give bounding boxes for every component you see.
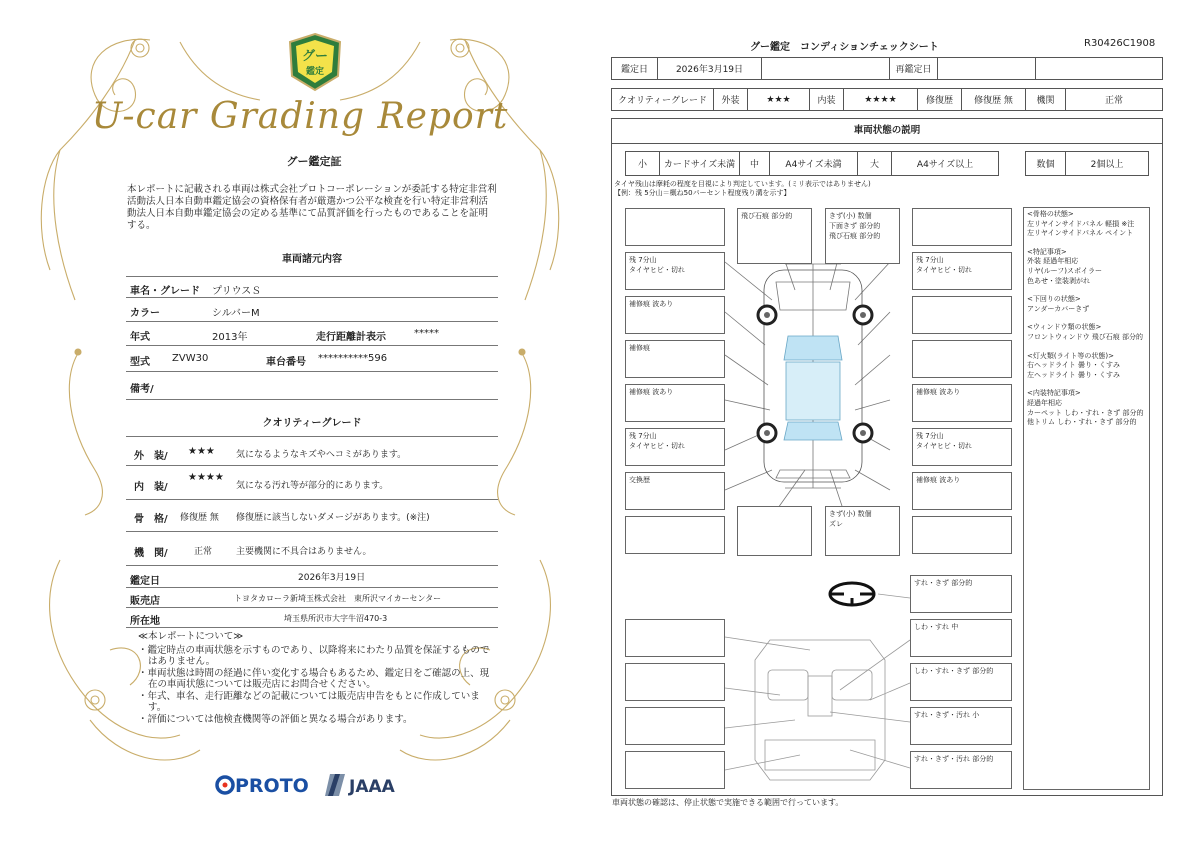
condition-box: 補修痕 波あり bbox=[625, 296, 725, 334]
spec-row-name: 車名・グレード プリウスＳ bbox=[126, 276, 498, 298]
size-legend-table: 小 カードサイズ未満 中 A4サイズ未満 大 A4サイズ以上 bbox=[625, 151, 999, 176]
spec-section-title: 車両諸元内容 bbox=[282, 254, 342, 265]
quality-row-exterior: 外 装/ ★★★ 気になるようなキズやヘコミがあります。 bbox=[126, 436, 498, 466]
quality-row-frame: 骨 格/ 修復歴 無 修復歴に該当しないダメージがあります。(※注) bbox=[126, 500, 498, 532]
condition-box: 残 7分山 タイヤヒビ・切れ bbox=[912, 428, 1012, 466]
condition-box: きず(小) 数個 下面きず 部分的 飛び石痕 部分的 bbox=[825, 208, 900, 264]
condition-box bbox=[912, 208, 1012, 246]
condition-section-title: 車両状態の説明 bbox=[611, 118, 1163, 144]
condition-box: 残 7分山 タイヤヒビ・切れ bbox=[625, 252, 725, 290]
report-script-title: U-car Grading Report bbox=[91, 96, 509, 137]
sheet-interior-stars: ★★★★ bbox=[844, 89, 918, 111]
proto-logo-icon bbox=[217, 775, 309, 797]
spec-row-model: 型式 ZVW30 車台番号 **********596 bbox=[126, 346, 498, 372]
spec-row-color: カラー シルバーM bbox=[126, 298, 498, 322]
sheet-footnote: 車両状態の確認は、停止状態で実施できる範囲で行っています。 bbox=[612, 798, 844, 807]
interior-box bbox=[625, 663, 725, 701]
dealer-address: 埼玉県所沢市大字牛沼470-3 bbox=[284, 614, 388, 623]
condition-box: きず(小) 数個 ズレ bbox=[825, 506, 900, 556]
proto-logo-text: PROTO bbox=[235, 775, 309, 797]
car-color: シルバーM bbox=[212, 308, 260, 319]
mileage-value: ***** bbox=[414, 328, 439, 339]
sheet-exterior-stars: ★★★ bbox=[748, 89, 810, 111]
condition-box bbox=[912, 516, 1012, 554]
goo-kantei-badge-icon bbox=[286, 32, 344, 92]
chassis-number: **********596 bbox=[318, 353, 388, 364]
exterior-stars: ★★★ bbox=[188, 446, 215, 457]
interior-box bbox=[625, 751, 725, 789]
info-row-date: 鑑定日 2026年3月19日 bbox=[126, 566, 498, 588]
condition-box bbox=[912, 296, 1012, 334]
condition-box: 補修痕 bbox=[625, 340, 725, 378]
partner-logos bbox=[215, 770, 415, 800]
sheet-engine-status: 正常 bbox=[1066, 89, 1163, 111]
condition-box bbox=[737, 506, 812, 556]
interior-condition-box: すれ・きず・汚れ 部分的 bbox=[910, 751, 1012, 789]
repair-history: 修復歴 無 bbox=[180, 513, 219, 523]
quality-row-interior: 内 装/ ★★★★ 気になる汚れ等が部分的にあります。 bbox=[126, 466, 498, 500]
report-notes: ≪本レポートについて≫ ・鑑定時点の車両状態を示すものであり、以降将来にわたり品質を保証するものではありません。 ・車両状態は時間の経過に伴い変化する場合もあるため、鑑定日をご確認の上、現在の車両状態については販売店にお問合せください。 ・年式、車名、走行距離などの記載については販売店申告をもとに作成しています。 ・評価については他検査機関等の評価と異なる場合があります。 bbox=[138, 631, 490, 725]
spec-row-year: 年式 2013年 走行距離計表示 ***** bbox=[126, 322, 498, 346]
interior-condition-box: すれ・きず・汚れ 小 bbox=[910, 707, 1012, 745]
interior-condition-box: すれ・きず 部分的 bbox=[910, 575, 1012, 613]
grading-date: 2026年3月19日 bbox=[298, 573, 366, 583]
date-row-table: 鑑定日 2026年3月19日 再鑑定日 bbox=[611, 57, 1163, 80]
tire-note: タイヤ残山は摩耗の程度を目視により判定しています。(ミリ表示ではありません) 【例：残 5分山＝概ね50パーセント程度残り溝を示す】 bbox=[614, 180, 871, 197]
car-name-grade: プリウスＳ bbox=[212, 286, 262, 297]
condition-box bbox=[625, 208, 725, 246]
info-row-dealer: 販売店 トヨタカローラ新埼玉株式会社 東所沢マイカーセンター bbox=[126, 588, 498, 608]
dealer-name: トヨタカローラ新埼玉株式会社 東所沢マイカーセンター bbox=[234, 594, 442, 603]
count-legend-table: 数個 2個以上 bbox=[1025, 151, 1149, 176]
sheet-date: 2026年3月19日 bbox=[658, 58, 762, 80]
model-code: ZVW30 bbox=[172, 353, 209, 364]
interior-box bbox=[625, 619, 725, 657]
interior-condition-box: しわ・すれ・きず 部分的 bbox=[910, 663, 1012, 701]
condition-box: 補修痕 波あり bbox=[912, 384, 1012, 422]
badge-text-bottom: 鑑定 bbox=[305, 67, 325, 77]
jaaa-logo-text: JAAA bbox=[349, 777, 395, 797]
condition-box: 交換歴 bbox=[625, 472, 725, 510]
condition-box: 残 7分山 タイヤヒビ・切れ bbox=[625, 428, 725, 466]
condition-box: 飛び石痕 部分的 bbox=[737, 208, 812, 264]
car-year: 2013年 bbox=[212, 332, 248, 343]
quality-row-engine: 機 関/ 正常 主要機関に不具合はありません。 bbox=[126, 532, 498, 566]
sheet-repair-history: 修復歴 無 bbox=[962, 89, 1026, 111]
quality-section-title: クオリティーグレード bbox=[262, 418, 362, 429]
info-row-address: 所在地 埼玉県所沢市大字牛沼470-3 bbox=[126, 608, 498, 628]
steering-wheel-icon bbox=[830, 583, 874, 605]
certificate-title: グー鑑定証 bbox=[286, 155, 342, 168]
report-code: R30426C1908 bbox=[1084, 38, 1156, 49]
badge-text-top: グー bbox=[301, 49, 329, 64]
condition-box: 補修痕 波あり bbox=[625, 384, 725, 422]
interior-diagram bbox=[725, 594, 910, 780]
sheet-title: グー鑑定 コンディションチェックシート bbox=[750, 42, 939, 53]
interior-stars: ★★★★ bbox=[188, 472, 224, 483]
condition-notes-list: <骨格の状態> 左リヤインサイドパネル 軽損 ※注 左リヤインサイドパネル ペイント <特記事項> 外装 経過年相応 リヤ(ルーフ)スポイラー 色あせ・塗装剥がれ <下回りの状態> アンダーカバーきず <ウィンドウ類の状態> フロントウィンドウ 飛び石痕 部分的 <灯火類(ライト等の状態)> 右ヘッドライト 曇り・くすみ 左ヘッドライト 曇り・くすみ <内装特記事項> 経過年相応 カーペット しわ・すれ・きず 部分的 他トリム しわ・すれ・きず 部分的 bbox=[1023, 207, 1150, 790]
engine-status: 正常 bbox=[194, 547, 213, 557]
condition-box: 残 7分山 タイヤヒビ・切れ bbox=[912, 252, 1012, 290]
interior-box bbox=[625, 707, 725, 745]
certificate-text: 本レポートに記載される車両は株式会社プロトコーポレーションが委託する特定非営利活動法人日本自動車鑑定協会の資格保有者が厳選かつ公平な検査を行い特定非営利活動法人日本自動車鑑定協会の定める基準にて品質評価を行ったものであることを証明する。 bbox=[127, 184, 497, 231]
condition-box: 補修痕 波あり bbox=[912, 472, 1012, 510]
interior-condition-box: しわ・すれ 中 bbox=[910, 619, 1012, 657]
spec-row-remarks: 備考/ bbox=[126, 372, 498, 400]
grade-row-table: クオリティーグレード 外装 ★★★ 内装 ★★★★ 修復歴 修復歴 無 機関 正常 bbox=[611, 88, 1163, 111]
condition-box bbox=[912, 340, 1012, 378]
jaaa-logo-icon bbox=[325, 774, 396, 797]
condition-box bbox=[625, 516, 725, 554]
